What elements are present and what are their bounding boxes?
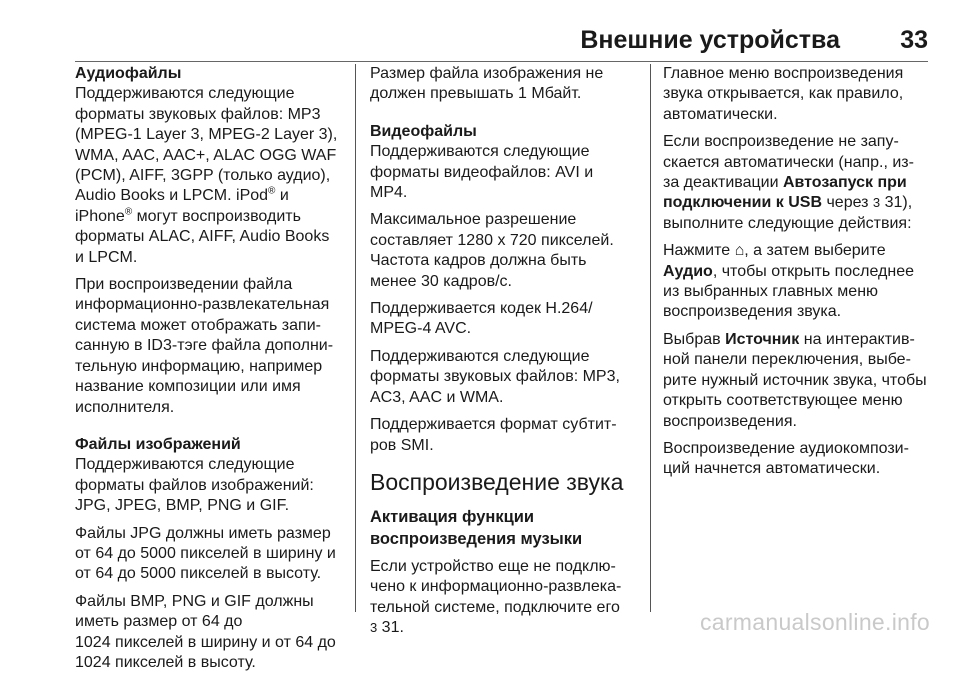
reference-arrow-icon: 3 bbox=[872, 195, 881, 211]
select-text-2: на интерактив- ной панели переключения, выбе- рите нужный источник звука, чтобы открыть соответствующее меню воспроизведения. bbox=[663, 330, 927, 430]
press-text-1: Нажмите bbox=[663, 242, 735, 260]
section-heading-sound-playback: Воспроизведение звука bbox=[370, 468, 624, 495]
header-divider bbox=[75, 61, 928, 62]
id3-paragraph: При воспроизведении файла информационно-развлекательная система может отображать запи- санную в ID3-тэге файла дополни- тельную информацию, например название композиции или имя исполнителя. bbox=[75, 276, 334, 416]
column-divider-1 bbox=[355, 64, 356, 612]
manual-start-paragraph bbox=[663, 132, 931, 234]
connect-text: Если устройство еще не подклю- чено к информационно-развлека- тельной системе, подключите его bbox=[370, 557, 622, 616]
audio-formats-text-2: и bbox=[275, 187, 289, 205]
registered-mark: ® bbox=[268, 186, 276, 198]
reference-arrow-icon: 3 bbox=[370, 620, 378, 636]
playback-start-paragraph: Воспроизведение аудиокомпози- ций начнется автоматически. bbox=[663, 439, 909, 478]
image-formats-paragraph: Поддерживаются следующие форматы файлов изображений: JPG, JPEG, BMP, PNG и GIF. bbox=[75, 456, 314, 515]
column-divider-2 bbox=[650, 64, 651, 612]
column-3 bbox=[663, 64, 931, 487]
manual-start-text-2: через bbox=[822, 194, 873, 212]
site-watermark: carmanualsonline.info bbox=[699, 609, 930, 635]
audio-formats-text-1: Поддерживаются следующие форматы звуковых файлов: MP3 (MPEG-1 Layer 3, MPEG-2 Layer 3), WMA, AAC, AAC+, ALAC OGG WAF (PCM), AIFF, 3GPP (только аудио), Audio Books и LPCM. iPod bbox=[75, 85, 338, 205]
audio-term: Аудио bbox=[663, 262, 713, 280]
manual-start-text-3: 31), выполните следующие действия: bbox=[663, 194, 913, 232]
audio-formats-text-3: iPhone bbox=[75, 207, 125, 225]
codec-paragraph: Поддерживается кодек H.264/ MPEG-4 AVC. bbox=[370, 300, 593, 338]
bmp-size-paragraph: Файлы BMP, PNG и GIF должны иметь размер от 64 до 1024 пикселей в ширину и от 64 до 1024 пикселей в высоту. bbox=[75, 592, 336, 671]
audio-formats-paragraph bbox=[75, 84, 343, 268]
autostart-usb-term: Автозапуск при подключении к USB bbox=[663, 174, 907, 212]
audio-formats-text-4: могут воспроизводить форматы ALAC, AIFF, Audio Books и LPCM. bbox=[75, 207, 330, 266]
manual-start-text-1: Если воспроизведение не запу- скается автоматически (напр., из- за деактивации bbox=[663, 133, 914, 192]
press-text-2: , а затем выберите bbox=[744, 242, 886, 260]
video-formats-paragraph: Поддерживаются следующие форматы видеофайлов: AVI и MP4. bbox=[370, 143, 594, 202]
source-term: Источник bbox=[725, 330, 800, 348]
press-home-paragraph bbox=[663, 241, 931, 323]
connect-paragraph bbox=[370, 557, 638, 639]
image-files-heading: Файлы изображений bbox=[75, 435, 241, 453]
jpg-size-paragraph: Файлы JPG должны иметь размер от 64 до 5000 пикселей в ширину и от 64 до 5000 пикселей в высоту. bbox=[75, 524, 336, 583]
select-source-paragraph bbox=[663, 330, 931, 432]
subsection-heading-activate-music: Активация функции воспроизведения музыки bbox=[370, 507, 583, 548]
page-title: Внешние устройства bbox=[580, 26, 840, 54]
audio-files-heading: Аудиофайлы bbox=[75, 65, 182, 82]
main-menu-paragraph: Главное меню воспроизведения звука открывается, как правило, автоматически. bbox=[663, 65, 904, 123]
page-number: 33 bbox=[900, 26, 928, 54]
home-icon: ⌂ bbox=[734, 242, 745, 260]
subtitles-paragraph: Поддерживается формат субтит- ров SMI. bbox=[370, 416, 617, 454]
file-size-paragraph: Размер файла изображения не должен превышать 1 Мбайт. bbox=[370, 65, 604, 103]
connect-reference: 31. bbox=[377, 619, 404, 637]
page-header bbox=[75, 26, 928, 62]
select-text-1: Выбрав bbox=[663, 330, 726, 348]
registered-mark-2: ® bbox=[124, 206, 133, 218]
max-resolution-paragraph: Максимальное разрешение составляет 1280 x 720 пикселей. Частота кадров должна быть менее 30 кадров/с. bbox=[370, 211, 614, 290]
column-2 bbox=[370, 64, 638, 646]
video-files-heading: Видеофайлы bbox=[370, 122, 477, 140]
press-text-3: , чтобы открыть последнее из выбранных главных меню воспроизведения звука. bbox=[663, 262, 915, 321]
video-audio-formats-paragraph: Поддерживаются следующие форматы звуковых файлов: MP3, AC3, AAC и WMA. bbox=[370, 347, 620, 406]
column-1 bbox=[75, 64, 343, 680]
